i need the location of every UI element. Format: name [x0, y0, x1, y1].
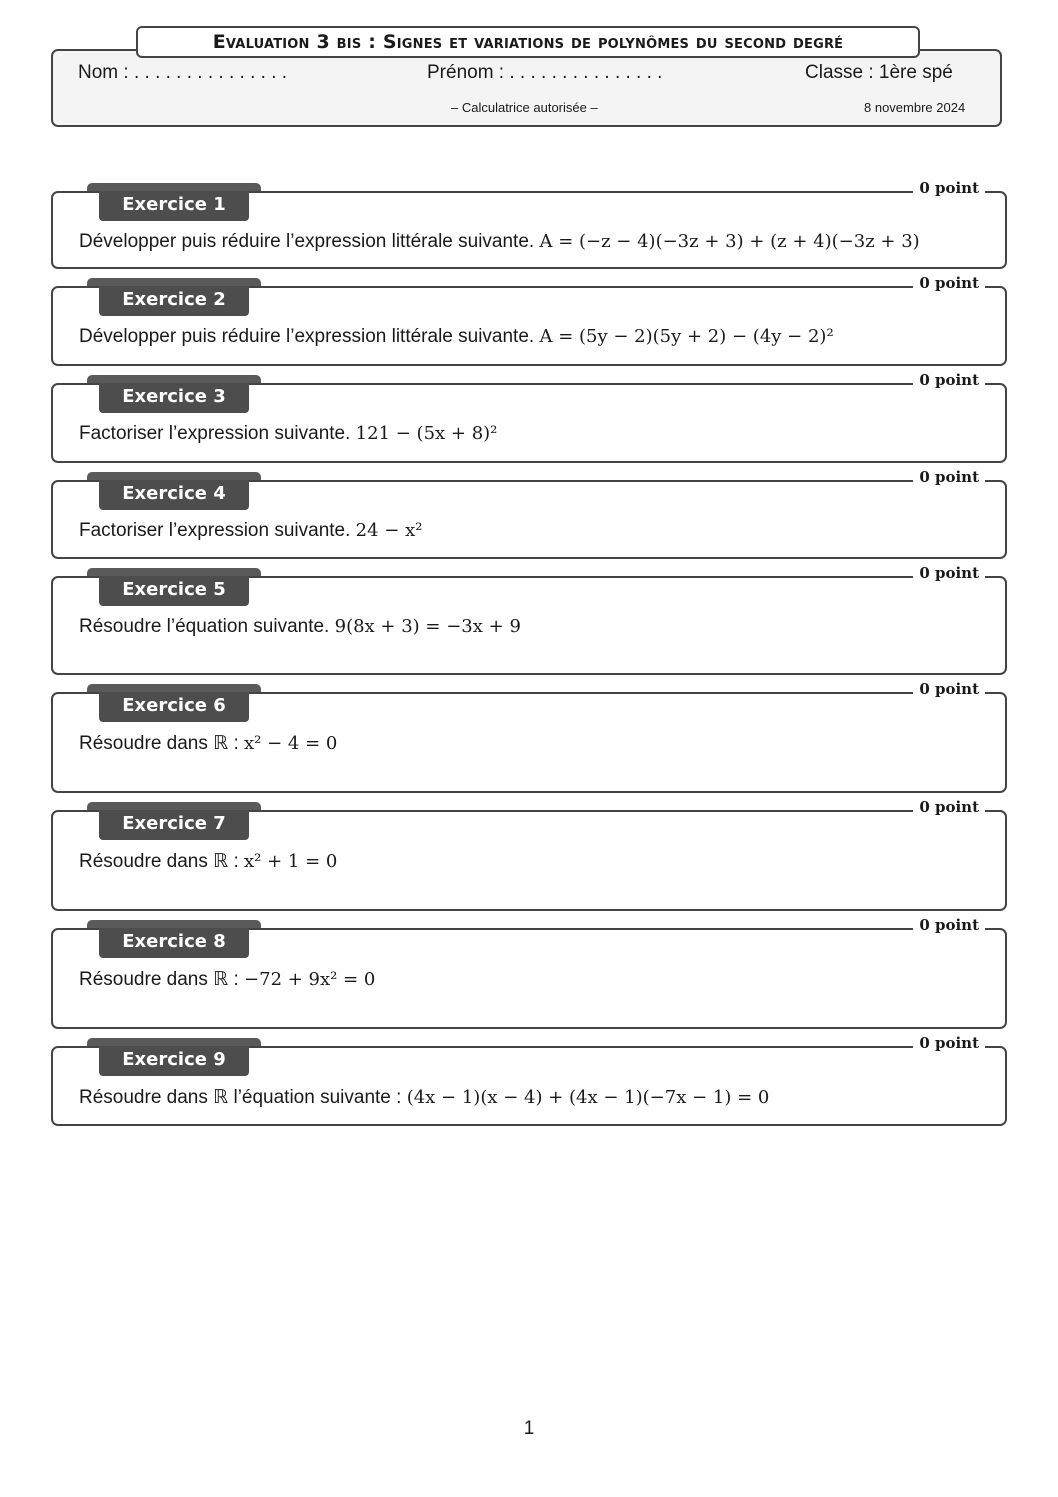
exercise-statement: [79, 732, 337, 755]
statement-text: Résoudre dans ℝ l’équation suivante :: [79, 1087, 402, 1108]
exercise-label: Exercice 9: [99, 1042, 249, 1076]
statement-text: Résoudre l’équation suivante.: [79, 616, 330, 637]
math-expression: 24 − x²: [355, 520, 423, 541]
document-title: Evaluation 3 bis : Signes et variations de polynômes du second degré: [136, 26, 920, 58]
exercise-points: 0 point: [913, 371, 985, 389]
exercise-statement: [79, 231, 920, 253]
exercise-9: [51, 1034, 1007, 1126]
exercise-points: 0 point: [913, 564, 985, 582]
exercise-points: 0 point: [913, 179, 985, 197]
header-box: [51, 49, 1002, 127]
exercise-7: [51, 798, 1007, 911]
exercise-points: 0 point: [913, 680, 985, 698]
prenom-field: Prénom : . . . . . . . . . . . . . . .: [427, 62, 663, 83]
page-number: 1: [523, 1418, 535, 1439]
statement-text: Résoudre dans ℝ :: [79, 851, 239, 872]
exercise-3: [51, 371, 1007, 463]
exercise-statement: [79, 423, 497, 445]
math-expression: A = (−z − 4)(−3z + 3) + (z + 4)(−3z + 3): [539, 231, 920, 252]
statement-text: Résoudre dans ℝ :: [79, 733, 239, 754]
exercise-label: Exercice 2: [99, 282, 249, 316]
exercise-label: Exercice 6: [99, 688, 249, 722]
math-expression: x² + 1 = 0: [244, 851, 338, 872]
math-expression: 121 − (5x + 8)²: [355, 423, 498, 444]
exercise-4: [51, 468, 1007, 559]
math-expression: −72 + 9x² = 0: [244, 969, 376, 990]
exercise-statement: [79, 616, 521, 638]
exercise-statement: [79, 520, 422, 542]
exercise-statement: [79, 1086, 769, 1109]
exercise-label: Exercice 3: [99, 379, 249, 413]
statement-text: Factoriser l’expression suivante.: [79, 520, 351, 541]
exercise-8: [51, 916, 1007, 1029]
exercise-2: [51, 274, 1007, 366]
exercise-label: Exercice 1: [99, 187, 249, 221]
exercise-statement: [79, 326, 834, 348]
exercise-label: Exercice 4: [99, 476, 249, 510]
classe-field: Classe : 1ère spé: [805, 62, 953, 83]
date: 8 novembre 2024: [864, 100, 966, 115]
math-expression: A = (5y − 2)(5y + 2) − (4y − 2)²: [539, 326, 834, 347]
exercise-label: Exercice 8: [99, 924, 249, 958]
exercise-label: Exercice 7: [99, 806, 249, 840]
nom-field: Nom : . . . . . . . . . . . . . . .: [78, 62, 288, 83]
statement-text: Développer puis réduire l’expression littérale suivante.: [79, 326, 535, 347]
calculatrice-note: – Calculatrice autorisée –: [451, 100, 598, 115]
exercise-1: [51, 179, 1007, 269]
math-expression: (4x − 1)(x − 4) + (4x − 1)(−7x − 1) = 0: [406, 1087, 770, 1108]
exercise-6: [51, 680, 1007, 793]
math-expression: 9(8x + 3) = −3x + 9: [334, 616, 521, 637]
exercise-points: 0 point: [913, 916, 985, 934]
statement-text: Résoudre dans ℝ :: [79, 969, 239, 990]
exercise-5: [51, 564, 1007, 675]
statement-text: Factoriser l’expression suivante.: [79, 423, 351, 444]
statement-text: Développer puis réduire l’expression littérale suivante.: [79, 231, 535, 252]
exercise-points: 0 point: [913, 274, 985, 292]
exercise-label: Exercice 5: [99, 572, 249, 606]
exercise-points: 0 point: [913, 1034, 985, 1052]
exercise-points: 0 point: [913, 468, 985, 486]
exercise-points: 0 point: [913, 798, 985, 816]
exercise-statement: [79, 850, 337, 873]
exercise-statement: [79, 968, 375, 991]
math-expression: x² − 4 = 0: [244, 733, 338, 754]
